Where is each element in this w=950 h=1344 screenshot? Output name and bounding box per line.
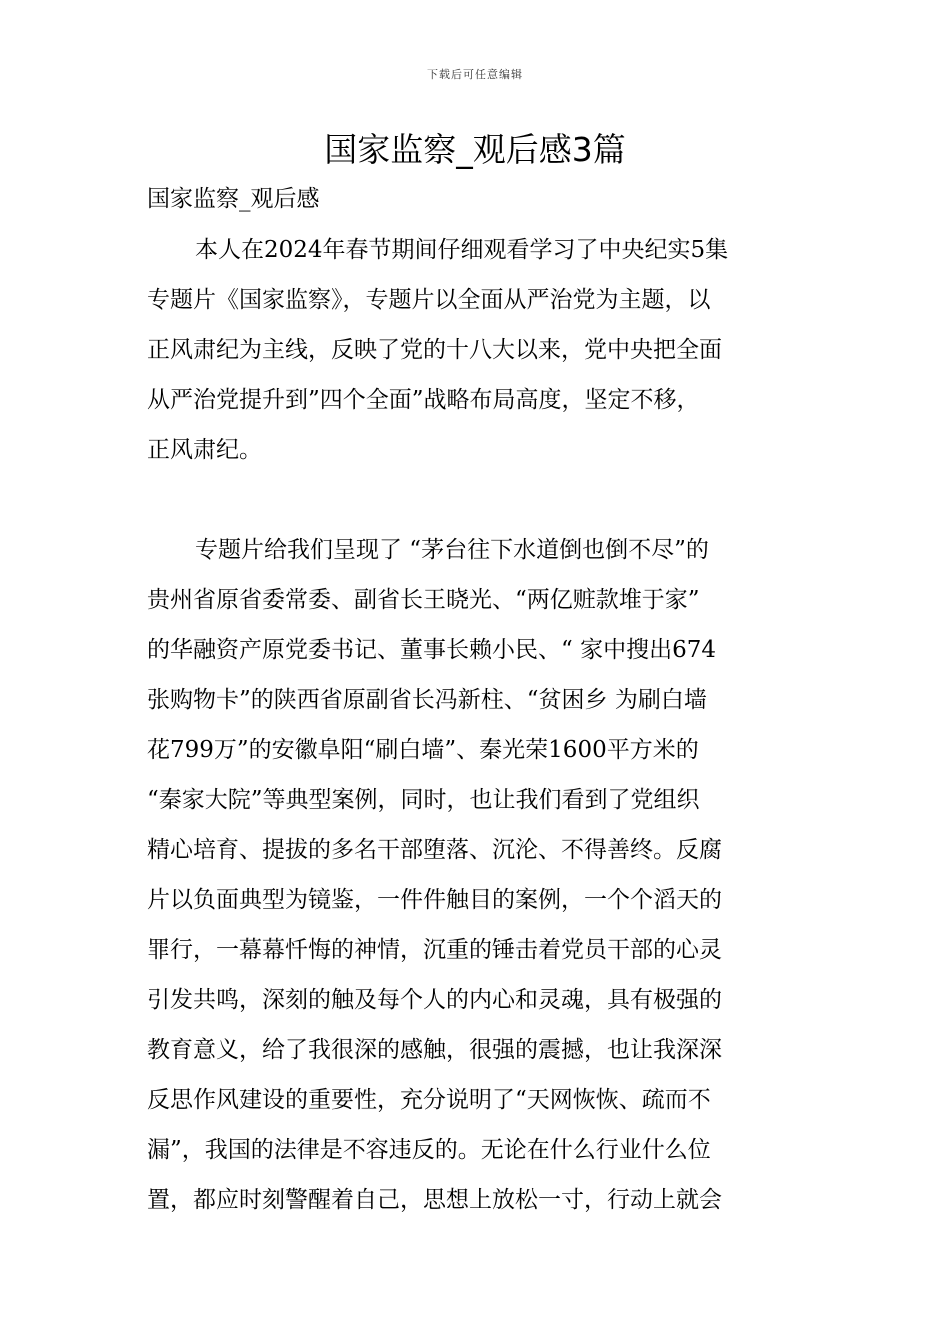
paragraph-line: 漏”，我国的法律是不容违反的。无论在什么行业什么位 (147, 1137, 711, 1163)
paragraph-line: 贵州省原省委常委、副省长王晓光、“两亿赃款堆于家” (147, 587, 700, 613)
paragraph-line: 张购物卡”的陕西省原副省长冯新柱、“贫困乡 为刷白墙 (147, 687, 707, 713)
paragraph-line: 专题片《国家监察》，专题片以全面从严治党为主题，以 (147, 287, 711, 313)
paragraph-line: 置，都应时刻警醒着自己，思想上放松一寸，行动上就会 (147, 1187, 722, 1213)
paragraph-line: 正风肃纪。 (147, 437, 262, 463)
paragraph-line: 本人在2024年春节期间仔细观看学习了中央纪实5集 (195, 237, 729, 263)
paragraph-1 (147, 225, 807, 475)
paragraph-line: 的华融资产原党委书记、董事长赖小民、“ 家中搜出674 (147, 637, 716, 663)
document-title: 国家监察_观后感3篇 (324, 130, 626, 169)
paragraph-line: 花799万”的安徽阜阳“刷白墙”、秦光荣1600平方米的 (147, 737, 699, 763)
paragraph-line: 从严治党提升到”四个全面”战略布局高度，坚定不移， (147, 387, 700, 413)
paragraph-line: 正风肃纪为主线，反映了党的十八大以来，党中央把全面 (147, 337, 722, 363)
document-subtitle: 国家监察_观后感 (147, 186, 320, 212)
paragraph-line: 专题片给我们呈现了 “茅台往下水道倒也倒不尽”的 (195, 537, 709, 563)
paragraph-line: 片以负面典型为镜鉴，一件件触目的案例，一个个滔天的 (147, 887, 722, 913)
paragraph-line: 罪行，一幕幕忏悔的神情，沉重的锤击着党员干部的心灵 (147, 937, 722, 963)
paragraph-line: 教育意义，给了我很深的感触，很强的震撼，也让我深深 (147, 1037, 722, 1063)
paragraph-line: 反思作风建设的重要性，充分说明了“天网恢恢、疏而不 (147, 1087, 711, 1113)
paragraph-line: 精心培育、提拔的多名干部堕落、沉沦、不得善终。反腐 (147, 837, 722, 863)
paragraph-line: “秦家大院”等典型案例，同时，也让我们看到了党组织 (147, 787, 700, 813)
paragraph-2 (147, 525, 807, 1225)
header-note: 下载后可任意编辑 (427, 68, 523, 81)
paragraph-line: 引发共鸣，深刻的触及每个人的内心和灵魂，具有极强的 (147, 987, 722, 1013)
